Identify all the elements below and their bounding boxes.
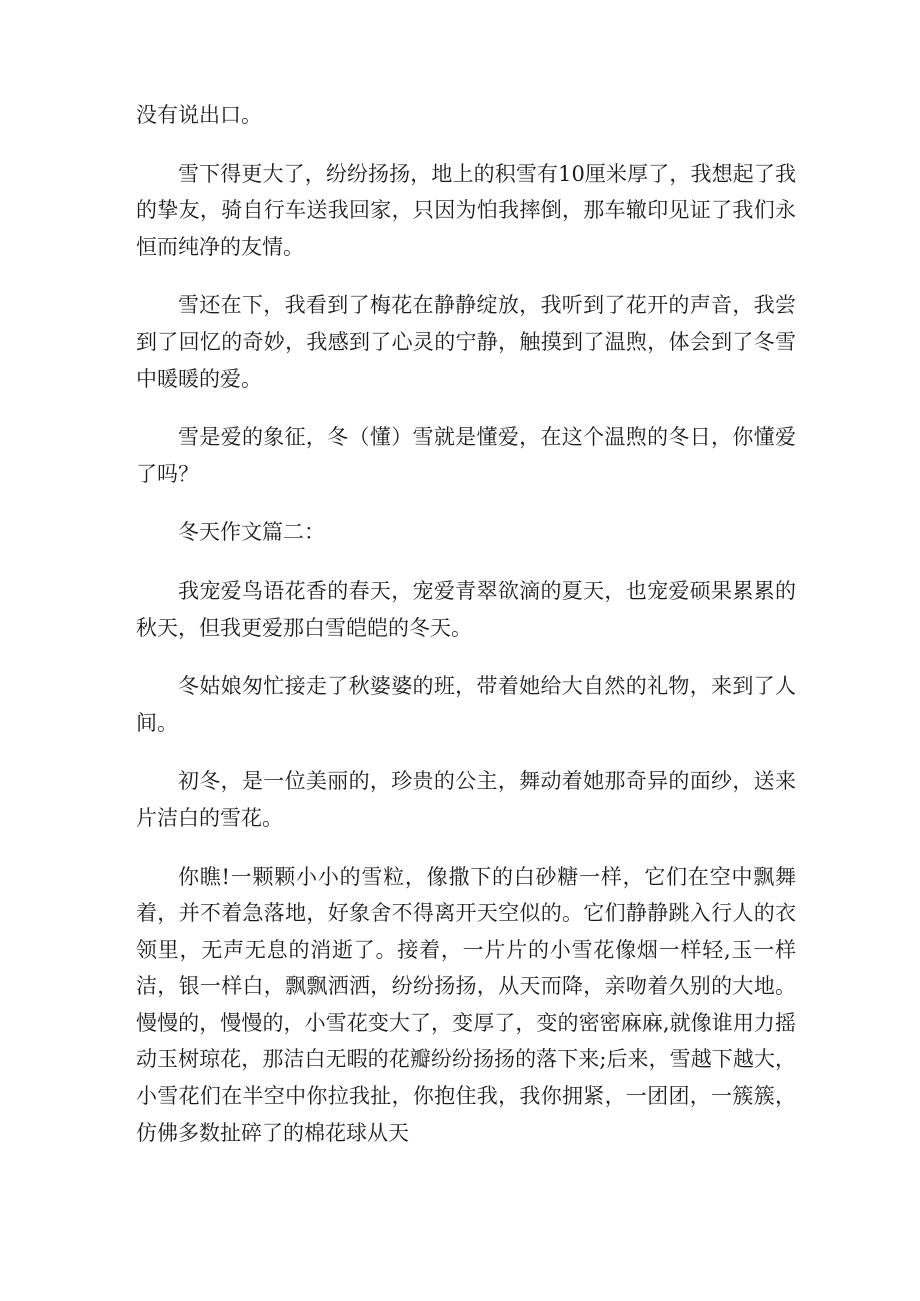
paragraph-friendship: 雪下得更大了，纷纷扬扬，地上的积雪有10厘米厚了，我想起了我的挚友，骑自行车送我回家，只因为怕我摔倒，那车辙印见证了我们永恒而纯净的友情。 bbox=[136, 161, 796, 259]
document-body bbox=[136, 97, 796, 1173]
paragraph-early-winter: 初冬，是一位美丽的，珍贵的公主，舞动着她那奇异的面纱，送来片洁白的雪花。 bbox=[136, 769, 796, 830]
section-heading: 冬天作文篇二： bbox=[178, 520, 325, 545]
paragraph-snowfall: 你瞧!一颗颗小小的雪粒，像撒下的白砂糖一样，它们在空中飘舞着，并不着急落地，好象舍不得离开天空似的。它们静静跳入行人的衣领里，无声无息的消逝了。接着，一片片的小雪花像烟一样轻,玉一样洁，银一样白，飘飘洒洒，纷纷扬扬，从天而降，亲吻着久别的大地。慢慢的，慢慢的，小雪花变大了，变厚了，变的密密麻麻,就像谁用力摇动玉树琼花，那洁白无暇的花瓣纷纷扬扬的落下来;后来，雪越下越大，小雪花们在半空中你拉我扯，你抱住我，我你拥紧，一团团，一簇簇，仿佛多数扯碎了的棉花球从天 bbox=[136, 864, 796, 1145]
paragraph-plum-blossom: 雪还在下，我看到了梅花在静静绽放，我听到了花开的声音，我尝到了回忆的奇妙，我感到了心灵的宁静，触摸到了温煦，体会到了冬雪中暖暖的爱。 bbox=[136, 293, 796, 391]
paragraph-snow-love: 雪是爱的象征，冬（懂）雪就是懂爱，在这个温煦的冬日，你懂爱了吗？ bbox=[136, 425, 796, 486]
paragraph-continuation: 没有说出口。 bbox=[136, 103, 262, 127]
paragraph-seasons: 我宠爱鸟语花香的春天，宠爱青翠欲滴的夏天，也宠爱硕果累累的秋天，但我更爱那白雪皑皑的冬天。 bbox=[136, 578, 796, 640]
paragraph-winter-girl: 冬姑娘匆忙接走了秋婆婆的班，带着她给大自然的礼物，来到了人间。 bbox=[136, 674, 796, 735]
